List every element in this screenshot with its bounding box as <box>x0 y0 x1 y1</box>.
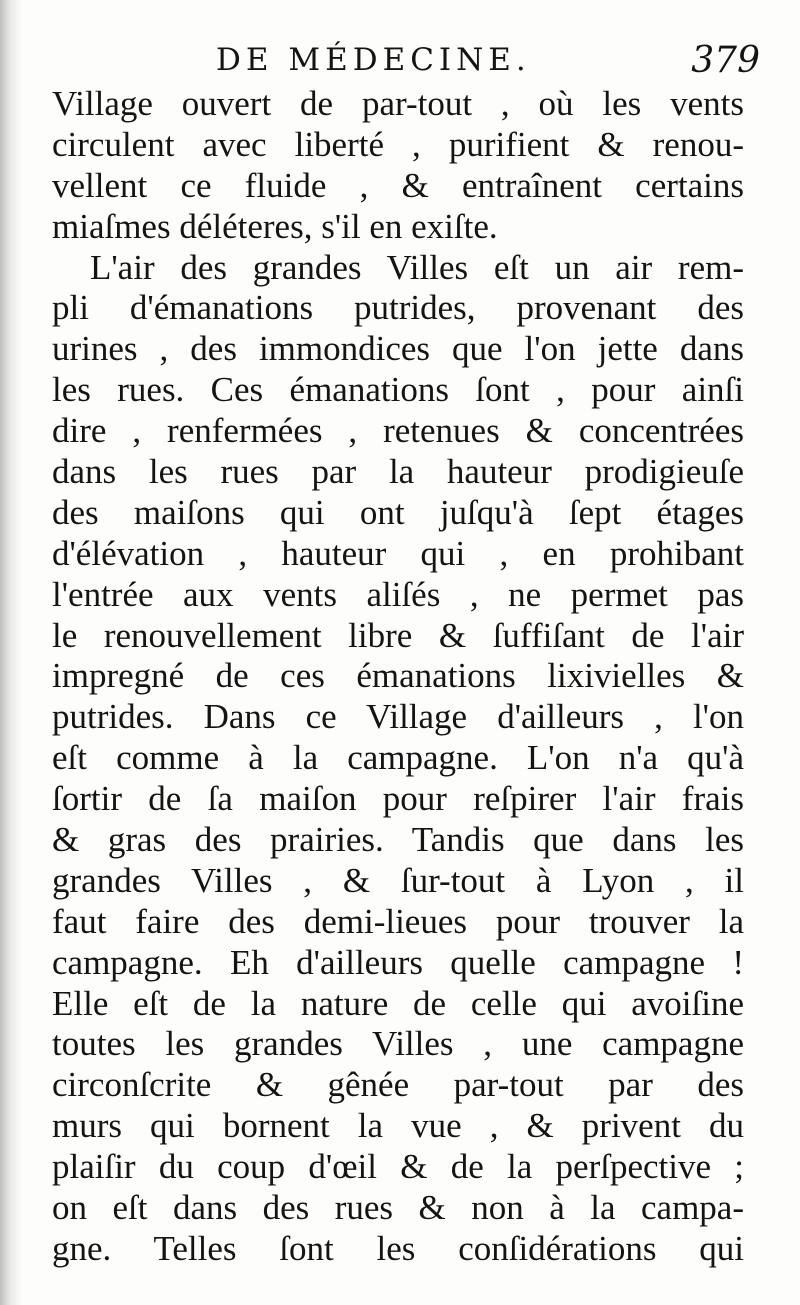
text-line: & gras des prairies. Tandis que dans les <box>52 820 744 860</box>
text-line: Village ouvert de par-tout , où les vents <box>52 84 744 123</box>
text-line: dire , renfermées , retenues & concentrées <box>52 411 744 451</box>
text-line: gne. Telles ſont les conſidérations qui <box>52 1228 744 1268</box>
text-line: murs qui bornent la vue , & privent du <box>52 1106 744 1146</box>
text-line: les rues. Ces émanations ſont , pour ainſi <box>52 370 744 410</box>
text-line: plaiſir du coup d'œil & de la perſpective ; <box>52 1147 744 1187</box>
text-line: on eſt dans des rues & non à la campa- <box>52 1188 744 1228</box>
page-gutter-shadow <box>0 0 22 1305</box>
text-line: impregné de ces émanations lixivielles & <box>52 656 744 696</box>
text-line: pli d'émanations putrides, provenant des <box>52 288 744 328</box>
text-line: miaſmes déléteres, s'il en exiſte. <box>52 206 498 246</box>
text-line: dans les rues par la hauteur prodigieuſe <box>52 452 744 492</box>
text-line: d'élévation , hauteur qui , en prohibant <box>52 533 744 573</box>
text-line: le renouvellement libre & ſuffiſant de l'air <box>52 615 744 655</box>
text-line: circonſcrite & gênée par-tout par des <box>52 1065 744 1105</box>
running-title: DE MÉDECINE. <box>216 42 531 78</box>
text-line: ſortir de ſa maiſon pour reſpirer l'air frais <box>52 779 744 819</box>
body-text <box>52 84 744 1270</box>
paragraph-start-line: L'air des grandes Villes eſt un air rem- <box>90 247 744 287</box>
text-line: l'entrée aux vents aliſés , ne permet pas <box>52 574 744 614</box>
text-line: eſt comme à la campagne. L'on n'a qu'à <box>52 738 744 778</box>
text-line: vellent ce fluide , & entraînent certains <box>52 165 744 205</box>
text-line: des maiſons qui ont juſqu'à ſept étages <box>52 492 744 532</box>
text-line: campagne. Eh d'ailleurs quelle campagne ! <box>52 942 744 982</box>
text-line: putrides. Dans ce Village d'ailleurs , l'on <box>52 697 744 737</box>
text-line: Elle eſt de la nature de celle qui avoiſine <box>52 983 744 1023</box>
text-line: circulent avec liberté , purifient & renou- <box>52 124 744 164</box>
text-line: urines , des immondices que l'on jette dans <box>52 329 744 369</box>
text-line: grandes Villes , & ſur-tout à Lyon , il <box>52 860 744 900</box>
text-line: faut faire des demi-lieues pour trouver la <box>52 901 744 941</box>
text-line: toutes les grandes Villes , une campagne <box>52 1024 744 1064</box>
page-number: 379 <box>691 40 760 81</box>
